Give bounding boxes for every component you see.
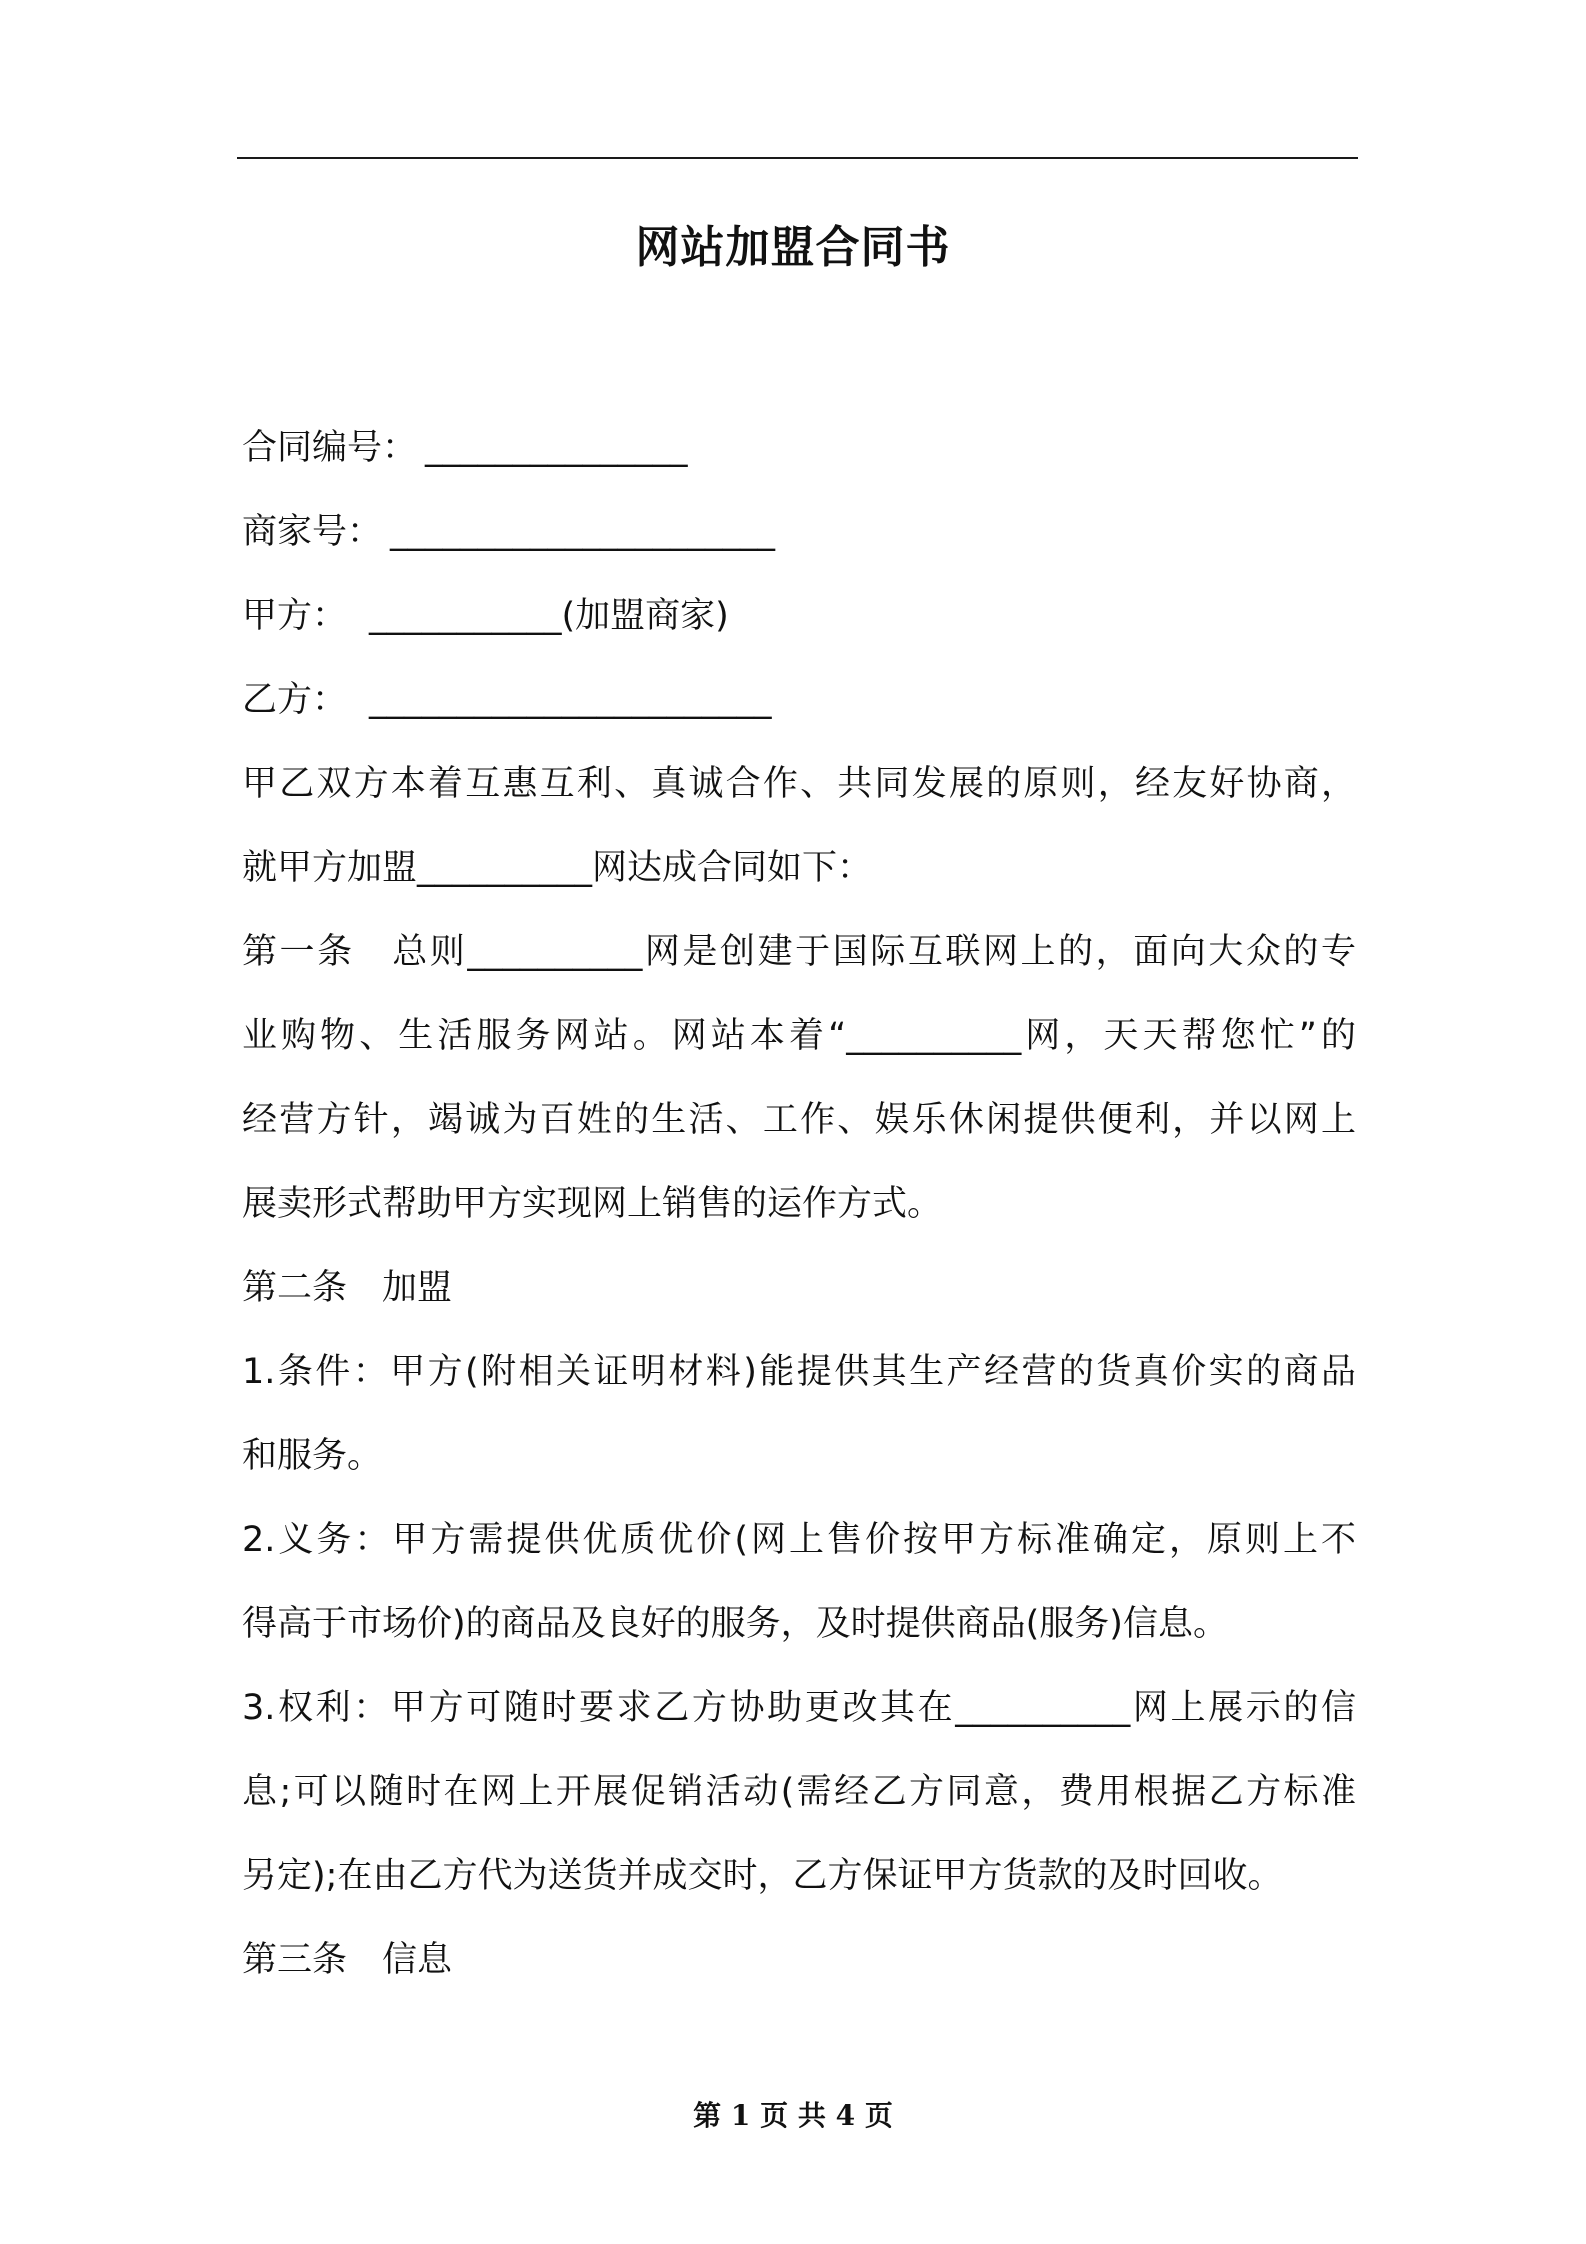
paragraph-line: 业购物、生活服务网站。网站本着“__________网，天天帮您忙”的	[242, 1016, 1356, 1056]
party-a-label: 甲方：	[242, 596, 348, 636]
header-rule	[237, 157, 1358, 159]
contract-body	[242, 406, 1356, 2002]
contract-number-label: 合同编号：	[242, 428, 418, 468]
merchant-number-blank: ______________________	[390, 512, 776, 552]
paragraph-line: 息;可以随时在网上开展促销活动(需经乙方同意，费用根据乙方标准	[242, 1772, 1356, 1812]
paragraph-line: 1.条件：甲方(附相关证明材料)能提供其生产经营的货真价实的商品	[242, 1352, 1356, 1392]
page-number: 第 1 页 共 4 页	[693, 2099, 893, 2132]
paragraph-line: 就甲方加盟__________网达成合同如下：	[242, 848, 873, 888]
party-b-field	[242, 658, 1356, 742]
party-a-field	[242, 574, 1356, 658]
paragraph-line: 第一条 总则__________网是创建于国际互联网上的，面向大众的专	[242, 932, 1356, 972]
party-b-label: 乙方：	[242, 680, 348, 720]
party-b-blank: _______________________	[369, 680, 772, 720]
paragraph-line: 得高于市场价)的商品及良好的服务，及时提供商品(服务)信息。	[242, 1604, 1228, 1644]
paragraph-line: 另定);在由乙方代为送货并成交时，乙方保证甲方货款的及时回收。	[242, 1856, 1283, 1896]
paragraph-line: 经营方针，竭诚为百姓的生活、工作、娱乐休闲提供便利，并以网上	[242, 1100, 1356, 1140]
contract-number-blank: _______________	[425, 428, 688, 468]
merchant-number-field	[242, 490, 1356, 574]
document-title: 网站加盟合同书	[635, 222, 951, 273]
paragraph-line: 3.权利：甲方可随时要求乙方协助更改其在__________网上展示的信	[242, 1688, 1356, 1728]
paragraph-line: 2.义务：甲方需提供优质优价(网上售价按甲方标准确定，原则上不	[242, 1520, 1356, 1560]
paragraph-line: 展卖形式帮助甲方实现网上销售的运作方式。	[242, 1184, 943, 1224]
paragraph-line: 和服务。	[242, 1436, 383, 1476]
section-heading: 第三条 信息	[242, 1940, 453, 1980]
merchant-number-label: 商家号：	[242, 512, 383, 552]
contract-number-field	[242, 406, 1356, 490]
party-a-blank: ___________(加盟商家)	[369, 596, 729, 636]
paragraph-line: 甲乙双方本着互惠互利、真诚合作、共同发展的原则，经友好协商，	[242, 764, 1356, 804]
section-heading: 第二条 加盟	[242, 1268, 453, 1308]
